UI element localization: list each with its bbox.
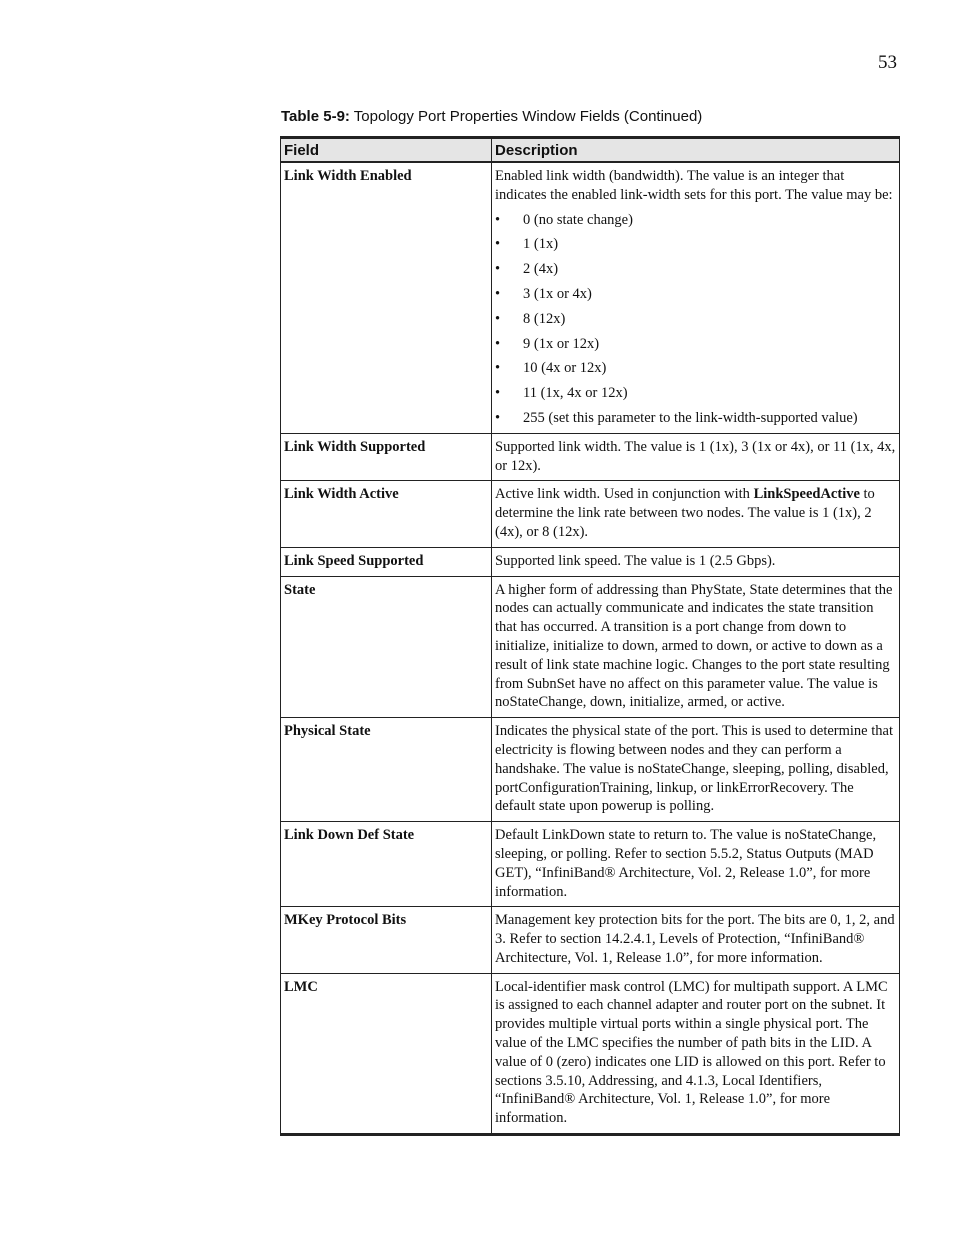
properties-table <box>280 136 900 1136</box>
list-item: • 11 (1x, 4x or 12x) <box>495 384 896 403</box>
description-text: to determine the link rate between two nodes. The value is 1 (1x), 2 (4x), or 8 (12x). <box>495 486 875 540</box>
description-cell: A higher form of addressing than PhyState, State determines that the nodes can actually communicate and indicates the state transition that has occurred. A transition is a port change from down to initialize, initialize to down, armed to down, or active to down as a result of link state machine logic. Changes to the port state resulting from SubnSet have no affect on this parameter value. The value is noStateChange, down, initialize, armed, or active. <box>492 576 900 718</box>
description-text: Enabled link width (bandwidth). The value is an integer that indicates the enabled link-width sets for this port. The value may be: <box>495 168 893 203</box>
description-cell: Indicates the physical state of the port. This is used to determine that electricity is flowing between nodes and they can perform a handshake. The value is noStateChange, sleeping, polling, disabled, portConfigurationTraining, linkup, or linkErrorRecovery. The default state upon powerup is polling. <box>492 718 900 822</box>
description-cell <box>492 481 900 547</box>
field-cell: Link Width Supported <box>281 433 492 481</box>
description-cell: Supported link speed. The value is 1 (2.5 Gbps). <box>492 547 900 576</box>
table-row <box>281 907 900 973</box>
table-row <box>281 576 900 718</box>
field-cell: State <box>281 576 492 718</box>
table-row <box>281 481 900 547</box>
table-row <box>281 162 900 433</box>
field-cell: Physical State <box>281 718 492 822</box>
table-row <box>281 433 900 481</box>
description-cell: Supported link width. The value is 1 (1x), 3 (1x or 4x), or 11 (1x, 4x, or 12x). <box>492 433 900 481</box>
list-item: • 9 (1x or 12x) <box>495 335 896 354</box>
table-row <box>281 973 900 1134</box>
list-item: • 2 (4x) <box>495 260 896 279</box>
field-cell: MKey Protocol Bits <box>281 907 492 973</box>
field-cell: LMC <box>281 973 492 1134</box>
field-cell: Link Width Active <box>281 481 492 547</box>
value-list <box>495 211 896 428</box>
header-field: Field <box>281 138 492 163</box>
table-header-row <box>281 138 900 163</box>
description-cell: Default LinkDown state to return to. The value is noStateChange, sleeping, or polling. Refer to section 5.5.2, Status Outputs (MAD GET), “InfiniBand® Architecture, Vol. 2, Release 1.0”, for more information. <box>492 822 900 907</box>
table-caption-label: Table 5-9: <box>281 108 350 125</box>
description-cell: Local-identifier mask control (LMC) for multipath support. A LMC is assigned to each channel adapter and router port on the subnet. It provides multiple virtual ports within a single physical port. The value of the LMC specifies the number of path bits in the LID. A value of 0 (zero) indicates one LID is allowed on this port. Refer to sections 3.5.10, Addressing, and 4.1.3, Local Identifiers, “InfiniBand® Architecture, Vol. 1, Release 1.0”, for more information. <box>492 973 900 1134</box>
list-item: • 10 (4x or 12x) <box>495 359 896 378</box>
description-bold-term: LinkSpeedActive <box>753 486 860 503</box>
list-item: • 1 (1x) <box>495 235 896 254</box>
description-cell <box>492 162 900 433</box>
table-caption-text: Topology Port Properties Window Fields (Continued) <box>349 108 703 125</box>
list-item: • 255 (set this parameter to the link-width-supported value) <box>495 409 896 428</box>
page-number: 53 <box>878 52 897 73</box>
field-cell: Link Down Def State <box>281 822 492 907</box>
list-item: • 0 (no state change) <box>495 211 896 230</box>
list-item: • 8 (12x) <box>495 310 896 329</box>
table-caption <box>281 108 702 125</box>
table-row <box>281 718 900 822</box>
description-text: Active link width. Used in conjunction with <box>495 486 754 503</box>
table-row <box>281 547 900 576</box>
field-cell: Link Width Enabled <box>281 162 492 433</box>
description-cell: Management key protection bits for the port. The bits are 0, 1, 2, and 3. Refer to section 14.2.4.1, Levels of Protection, “InfiniBand® Architecture, Vol. 1, Release 1.0”, for more information. <box>492 907 900 973</box>
header-description: Description <box>492 138 900 163</box>
table-row <box>281 822 900 907</box>
list-item: • 3 (1x or 4x) <box>495 285 896 304</box>
field-cell: Link Speed Supported <box>281 547 492 576</box>
